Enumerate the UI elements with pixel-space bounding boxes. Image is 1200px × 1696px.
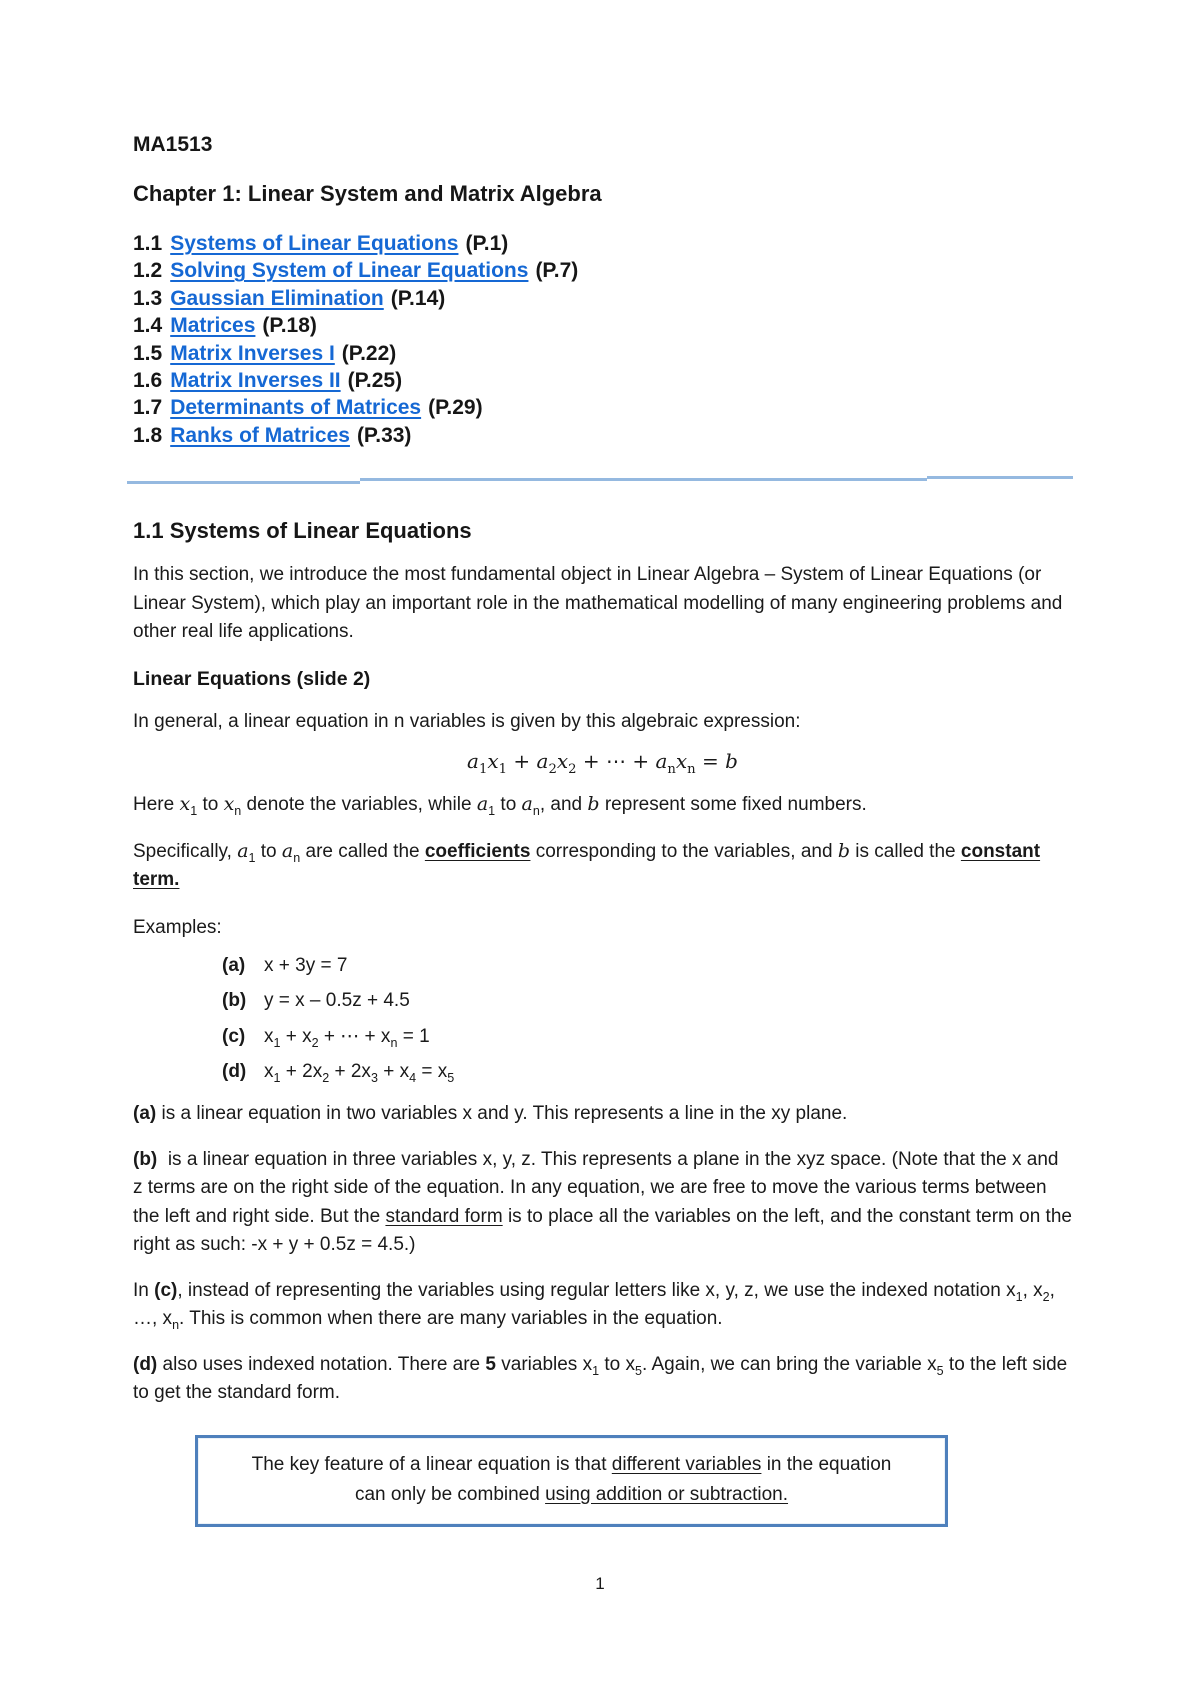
general-linear-equation-formula: $a_1x_1 + a_2x_2$ + ⋯ + $a_nx_n = b$: [467, 749, 738, 778]
toc-row-1-7: [133, 394, 1072, 421]
divider-segment-middle: [360, 478, 927, 481]
example-item-b: [222, 990, 1072, 1012]
note-paragraph-b: (b) is a linear equation in three variables x, y, z. This represents a plane in the xyz space. (Note that the x and z terms are on the right side of the equation. In any equation, we are free to move the various terms between the left and right side. But the standard form is to place all the variables on the left, and the constant term on the right as such: -x + y + 0.5z = 4.5.): [133, 1148, 1072, 1256]
toc-page-ref: (P.18): [262, 314, 317, 338]
toc-link-gaussian-elimination[interactable]: Gaussian Elimination: [170, 286, 384, 310]
toc-row-1-1: [133, 230, 1072, 257]
example-tag: (a): [222, 955, 246, 977]
example-expression: x + 3y = 7: [264, 955, 348, 977]
toc-link-matrices[interactable]: Matrices: [170, 314, 256, 338]
section-intro-paragraph: In this section, we introduce the most fundamental object in Linear Algebra – System of Linear Equations (or Linear System), which play an important role in the mathematical modelling of many engineering problems and other real life applications.: [133, 564, 1063, 643]
course-code: MA1513: [133, 133, 213, 156]
toc-row-1-5: [133, 340, 1072, 367]
toc-row-1-2: [133, 257, 1072, 284]
horizontal-divider: [133, 476, 1072, 485]
toc-page-ref: (P.7): [535, 259, 579, 283]
toc-number: 1.8: [133, 423, 163, 447]
toc-number: 1.1: [133, 232, 163, 255]
example-expression: $x_1 + x_2$ + ⋯ + $x_n = 1$: [264, 1026, 430, 1051]
key-feature-line-2: can only be combined using addition or subtraction.: [354, 1483, 789, 1505]
toc-page-ref: (P.29): [428, 396, 483, 420]
chapter-title: Chapter 1: Linear System and Matrix Algebra: [133, 181, 602, 206]
example-item-c: [222, 1025, 1072, 1051]
section-heading: 1.1 Systems of Linear Equations: [133, 518, 472, 544]
key-feature-line-1: The key feature of a linear equation is that different variables in the equation: [251, 1453, 892, 1475]
divider-segment-right: [927, 476, 1073, 479]
toc-link-solving-system-of-linear-equations[interactable]: Solving System of Linear Equations: [170, 259, 529, 283]
example-tag: (d): [222, 1061, 247, 1083]
variables-explanation-paragraph: Here $x_1$ to $x_n$ denote the variables, while $a_1$ to $a_n$, and b represent some fixed numbers.: [133, 793, 867, 819]
coefficients-explanation-paragraph: Specifically, $a_1$ to $a_n$ are called the coefficients corresponding to the variables, and b is called the constant term.: [133, 839, 1041, 891]
toc-number: 1.2: [133, 259, 163, 283]
examples-label: Examples:: [133, 916, 222, 938]
example-expression: y = x – 0.5z + 4.5: [264, 990, 410, 1012]
subsection-heading-linear-equations: Linear Equations (slide 2): [133, 667, 371, 690]
toc-page-ref: (P.14): [390, 286, 446, 310]
toc-link-systems-of-linear-equations[interactable]: Systems of Linear Equations: [170, 232, 459, 255]
example-tag: (c): [222, 1026, 246, 1048]
toc-number: 1.4: [133, 314, 163, 338]
toc-page-ref: (P.25): [347, 369, 403, 393]
table-of-contents: [133, 230, 1072, 449]
example-item-d: [222, 1061, 1072, 1086]
page-number: 1: [595, 1574, 605, 1593]
example-tag: (b): [222, 990, 247, 1012]
toc-page-ref: (P.1): [465, 232, 509, 255]
toc-number: 1.5: [133, 341, 163, 365]
toc-page-ref: (P.22): [341, 341, 397, 365]
toc-link-ranks-of-matrices[interactable]: Ranks of Matrices: [170, 423, 350, 447]
toc-row-1-4: [133, 312, 1072, 339]
linear-equation-lead-paragraph: In general, a linear equation in n variables is given by this algebraic expression:: [133, 710, 801, 732]
divider-segment-left: [127, 481, 360, 484]
note-paragraph-d: (d) also uses indexed notation. There are 5 variables $x_1$ to $x_5$. Again, we can bring the variable $x_5$ to the left side to get the standard form.: [133, 1353, 1068, 1404]
note-paragraph-c: In (c), instead of representing the variables using regular letters like x, y, z, we use the indexed notation $x_1$, $x_2$, …, $x_n$. This is common when there are many variables in the equation.: [133, 1279, 1055, 1333]
toc-row-1-3: [133, 285, 1072, 312]
toc-link-determinants-of-matrices[interactable]: Determinants of Matrices: [170, 396, 422, 420]
toc-number: 1.6: [133, 369, 163, 393]
toc-row-1-8: [133, 422, 1072, 449]
toc-row-1-6: [133, 367, 1072, 394]
note-paragraph-a: (a) is a linear equation in two variables x and y. This represents a line in the xy plane.: [133, 1103, 848, 1125]
toc-link-matrix-inverses-ii[interactable]: Matrix Inverses II: [170, 369, 341, 393]
toc-page-ref: (P.33): [356, 423, 412, 447]
example-item-a: [222, 955, 1072, 977]
toc-number: 1.3: [133, 286, 163, 310]
example-expression: $x_1 + 2x_2 + 2x_3 + x_4 = x_5$: [264, 1061, 455, 1086]
toc-link-matrix-inverses-i[interactable]: Matrix Inverses I: [170, 341, 335, 365]
key-feature-callout-box: [195, 1435, 948, 1527]
toc-number: 1.7: [133, 396, 163, 420]
